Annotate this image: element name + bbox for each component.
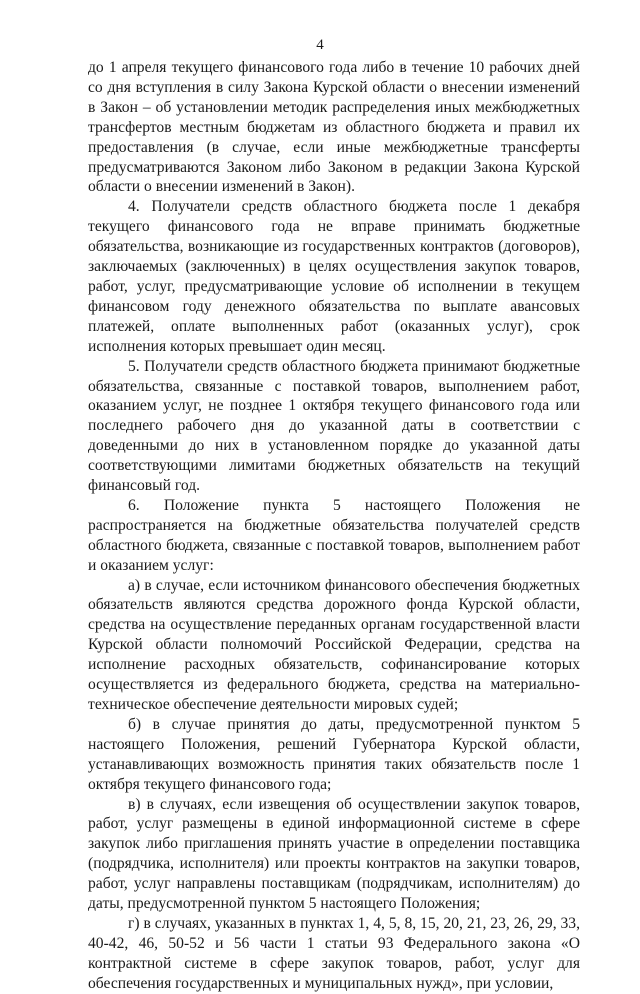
paragraph-continuation: до 1 апреля текущего финансового года либо в течение 10 рабочих дней со дня вступления в силу Закона Курской области о внесении изменений в Закон – об установлении методик распределения иных межбюджетных трансфертов местным бюджетам из областного бюджета и правил их предоставления (в случае, если иные межбюджетные трансферты предусматриваются Законом либо Законом в редакции Закона Курской области о внесении изменений в Закон). <box>88 59 580 196</box>
paragraph-subitem-a: а) в случае, если источником финансового обеспечения бюджетных обязательств являются средства дорожного фонда Курской области, средства на осуществление переданных органам государственной власти Курской области полномочий Российской Федерации, средства на исполнение расходных обязательств, софинансирование которых осуществляется из федерального бюджета, средства на материально-техническое обеспечение деятельности мировых судей; <box>88 576 580 713</box>
paragraph-subitem-v: в) в случаях, если извещения об осуществлении закупок товаров, работ, услуг размещены в единой информационной системе в сфере закупок либо приглашения принять участие в определении поставщика (подрядчика, исполнителя) или проекты контрактов на закупки товаров, работ, услуг направлены поставщикам (подрядчикам, исполнителям) до даты, предусмотренной пунктом 5 настоящего Положения; <box>88 795 580 913</box>
paragraph-subitem-b: б) в случае принятия до даты, предусмотренной пунктом 5 настоящего Положения, решений Губернатора Курской области, устанавливающих возможность принятия таких обязательств после 1 октября текущего финансового года; <box>88 715 580 793</box>
paragraph-item-4: 4. Получатели средств областного бюджета после 1 декабря текущего финансового года не вправе принимать бюджетные обязательства, возникающие из государственных контрактов (договоров), заключаемых (заключенных) в целях осуществления закупок товаров, работ, услуг, предусматривающие условие об исполнении в текущем финансовом году денежного обязательства по выплате авансовых платежей, оплате выполненных работ (оказанных услуг), срок исполнения которых превышает один месяц. <box>88 198 580 355</box>
paragraph-item-6: 6. Положение пункта 5 настоящего Положения не распространяется на бюджетные обязательства получателей средств областного бюджета, связанные с поставкой товаров, выполнением работ и оказанием услуг: <box>88 496 580 574</box>
document-body <box>88 58 580 994</box>
paragraph-item-5: 5. Получатели средств областного бюджета принимают бюджетные обязательства, связанные с поставкой товаров, выполнением работ, оказанием услуг, не позднее 1 октября текущего финансового года или последнего рабочего дня до указанной даты в соответствии с доведенными до них в установленном порядке до указанной даты соответствующими лимитами бюджетных обязательств на текущий финансовый год. <box>88 357 580 495</box>
paragraph-subitem-g: г) в случаях, указанных в пунктах 1, 4, 5, 8, 15, 20, 21, 23, 26, 29, 33, 40-42, 46, 50-52 и 56 части 1 статьи 93 Федерального закона «О контрактной системе в сфере закупок товаров, работ, услуг для обеспечения государственных и муниципальных нужд», при условии, <box>88 914 580 992</box>
page-number: 4 <box>316 37 324 53</box>
